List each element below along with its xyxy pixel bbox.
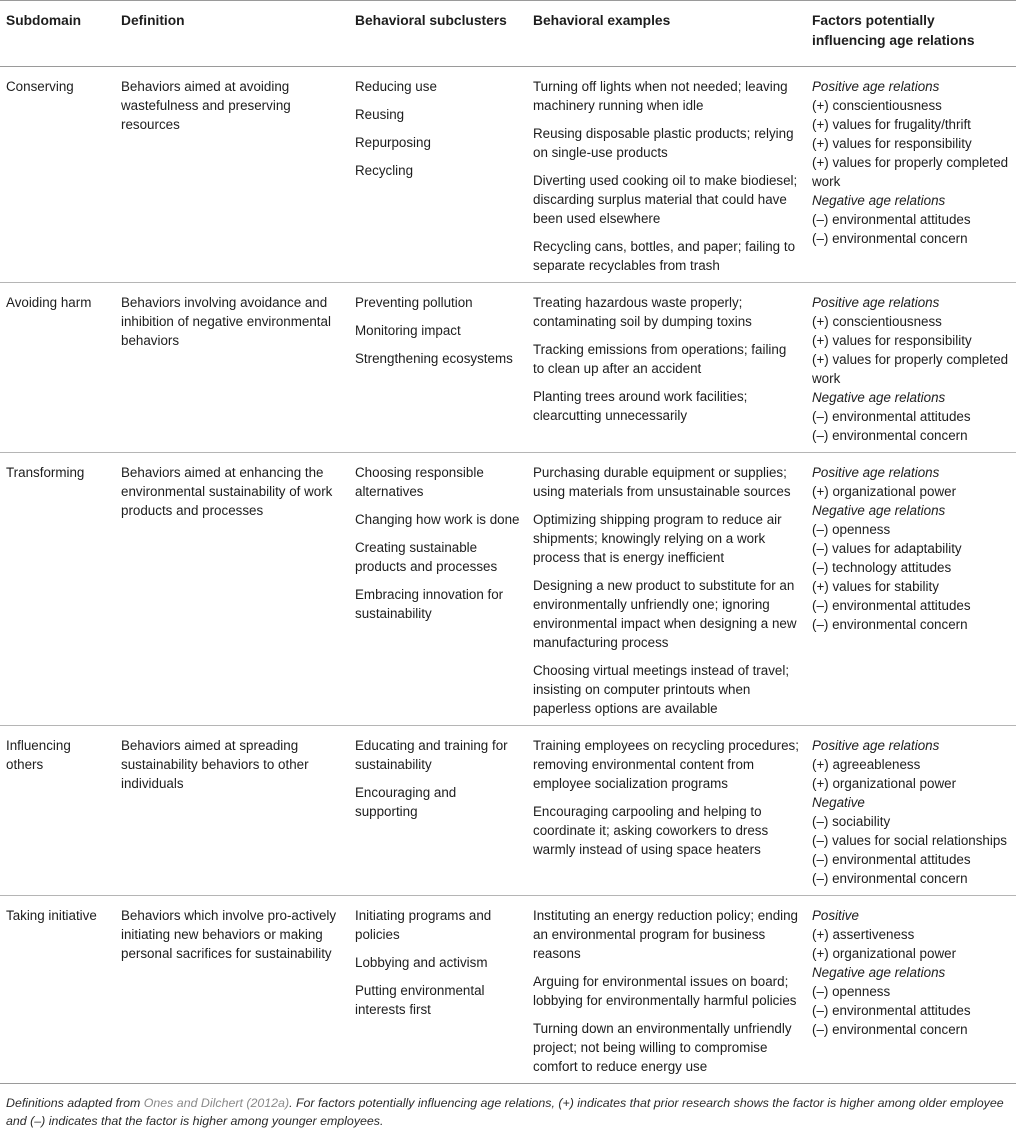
example-item: Instituting an energy reduction policy; ending an environmental program for business reasons — [533, 908, 799, 961]
example-item: Recycling cans, bottles, and paper; failing to separate recyclables from trash — [533, 239, 796, 273]
example-item: Designing a new product to substitute for an environmentally unfriendly one; ignoring environmental impact when designing a new manufacturing process — [533, 578, 797, 650]
factor-item: (+) values for responsibility — [812, 333, 972, 348]
table-row — [0, 453, 1016, 726]
definition-cell: Behaviors aimed at enhancing the environmental sustainability of work products and processes — [121, 465, 333, 518]
subdomain-cell: Avoiding harm — [6, 295, 92, 310]
factor-item: (–) values for adaptability — [812, 541, 962, 556]
factor-heading: Positive age relations — [812, 79, 940, 94]
factor-item: (–) environmental concern — [812, 231, 968, 246]
example-item: Turning off lights when not needed; leaving machinery running when idle — [533, 79, 788, 113]
subcluster-item: Putting environmental interests first — [355, 983, 485, 1017]
table-row — [0, 726, 1016, 896]
examples-cell — [527, 67, 806, 283]
factor-heading: Positive — [812, 908, 859, 923]
factor-item: (+) organizational power — [812, 484, 957, 499]
subclusters-cell — [349, 67, 527, 283]
example-item: Diverting used cooking oil to make biodiesel; discarding surplus material that could have been used elsewhere — [533, 173, 798, 226]
example-item: Planting trees around work facilities; clearcutting unnecessarily — [533, 389, 748, 423]
footnote-prefix: Definitions adapted from — [6, 1096, 144, 1110]
subcluster-item: Repurposing — [355, 135, 431, 150]
definition-cell: Behaviors which involve pro-actively initiating new behaviors or making personal sacrifices for sustainability — [121, 908, 337, 961]
factor-item: (+) assertiveness — [812, 927, 915, 942]
factor-heading: Positive age relations — [812, 465, 940, 480]
definition-cell: Behaviors involving avoidance and inhibition of negative environmental behaviors — [121, 295, 331, 348]
subcluster-item: Monitoring impact — [355, 323, 461, 338]
subcluster-item: Educating and training for sustainability — [355, 738, 508, 772]
definition-cell: Behaviors aimed at spreading sustainability behaviors to other individuals — [121, 738, 309, 791]
factor-item: (–) environmental concern — [812, 871, 968, 886]
example-item: Optimizing shipping program to reduce air shipments; knowingly relying on a work process that is energy inefficient — [533, 512, 782, 565]
factor-item: (–) openness — [812, 522, 891, 537]
factor-item: (+) agreeableness — [812, 757, 921, 772]
table-row — [0, 67, 1016, 283]
header-definition: Definition — [121, 13, 185, 28]
factor-item: (–) environmental attitudes — [812, 212, 971, 227]
subdomain-cell: Influencing others — [6, 738, 71, 772]
footnote-citation-link[interactable]: Ones and Dilchert (2012a) — [143, 1096, 290, 1110]
factor-item: (–) environmental attitudes — [812, 1003, 971, 1018]
factor-item: (–) values for social relationships — [812, 833, 1007, 848]
factor-item: (–) technology attitudes — [812, 560, 952, 575]
factor-item: (+) values for stability — [812, 579, 939, 594]
factor-heading: Negative — [812, 795, 865, 810]
factor-item: (+) organizational power — [812, 776, 957, 791]
example-item: Arguing for environmental issues on board; lobbying for environmentally harmful policies — [533, 974, 797, 1008]
subcluster-item: Preventing pollution — [355, 295, 473, 310]
example-item: Choosing virtual meetings instead of travel; insisting on computer printouts when paperless options are available — [533, 663, 790, 716]
subclusters-cell — [349, 726, 527, 896]
factor-heading: Negative age relations — [812, 193, 946, 208]
examples-cell — [527, 726, 806, 896]
header-subdomain: Subdomain — [6, 13, 82, 28]
factor-item: (–) environmental concern — [812, 1022, 968, 1037]
factor-item: (+) conscientiousness — [812, 314, 942, 329]
subdomain-cell: Transforming — [6, 465, 85, 480]
factor-item: (–) environmental attitudes — [812, 598, 971, 613]
factor-item: (+) values for responsibility — [812, 136, 972, 151]
factors-cell — [806, 896, 1016, 1084]
example-item: Turning down an environmentally unfriendly project; not being willing to compromise comfort to reduce energy use — [533, 1021, 792, 1074]
factor-item: (+) organizational power — [812, 946, 957, 961]
subcluster-item: Strengthening ecosystems — [355, 351, 513, 366]
example-item: Encouraging carpooling and helping to coordinate it; asking coworkers to dress warmly instead of using space heaters — [533, 804, 769, 857]
table-header — [0, 1, 1016, 67]
factor-item: (–) environmental attitudes — [812, 852, 971, 867]
examples-cell — [527, 453, 806, 726]
example-item: Treating hazardous waste properly; contaminating soil by dumping toxins — [533, 295, 752, 329]
subcluster-item: Encouraging and supporting — [355, 785, 457, 819]
factors-cell — [806, 726, 1016, 896]
factor-item: (+) values for properly completed work — [812, 155, 1009, 189]
header-factors: Factors potentially influencing age relations — [812, 13, 975, 48]
factor-heading: Negative age relations — [812, 390, 946, 405]
table-body — [0, 67, 1016, 1084]
factor-item: (–) sociability — [812, 814, 891, 829]
subcluster-item: Choosing responsible alternatives — [355, 465, 484, 499]
factor-item: (–) environmental concern — [812, 617, 968, 632]
subcluster-item: Reusing — [355, 107, 405, 122]
header-subclusters: Behavioral subclusters — [355, 13, 507, 28]
factor-item: (+) values for frugality/thrift — [812, 117, 971, 132]
example-item: Training employees on recycling procedures; removing environmental content from employee socialization programs — [533, 738, 799, 791]
factor-heading: Negative age relations — [812, 965, 946, 980]
factor-item: (–) environmental concern — [812, 428, 968, 443]
subcluster-item: Changing how work is done — [355, 512, 520, 527]
factor-item: (+) conscientiousness — [812, 98, 942, 113]
factor-item: (–) environmental attitudes — [812, 409, 971, 424]
factor-item: (+) values for properly completed work — [812, 352, 1009, 386]
subclusters-cell — [349, 283, 527, 453]
footnote-suffix: . For factors potentially influencing age relations, (+) indicates that prior research shows the factor is higher among older employee and (–) indicates that the factor is higher among younger employees. — [6, 1096, 1004, 1128]
subcluster-item: Recycling — [355, 163, 414, 178]
example-item: Purchasing durable equipment or supplies; using materials from unsustainable sources — [533, 465, 791, 499]
factor-heading: Positive age relations — [812, 295, 940, 310]
subclusters-cell — [349, 453, 527, 726]
subcluster-item: Creating sustainable products and processes — [355, 540, 498, 574]
subcluster-item: Lobbying and activism — [355, 955, 488, 970]
table-row — [0, 896, 1016, 1084]
factor-item: (–) openness — [812, 984, 891, 999]
subdomain-cell: Conserving — [6, 79, 74, 94]
factors-cell — [806, 67, 1016, 283]
factor-heading: Positive age relations — [812, 738, 940, 753]
table-footnote — [6, 1094, 1011, 1130]
examples-cell — [527, 283, 806, 453]
table-row — [0, 283, 1016, 453]
definition-cell: Behaviors aimed at avoiding wastefulness and preserving resources — [121, 79, 291, 132]
factors-cell — [806, 453, 1016, 726]
examples-cell — [527, 896, 806, 1084]
subcluster-item: Initiating programs and policies — [355, 908, 492, 942]
example-item: Reusing disposable plastic products; relying on single-use products — [533, 126, 794, 160]
header-examples: Behavioral examples — [533, 13, 671, 28]
example-item: Tracking emissions from operations; failing to clean up after an accident — [533, 342, 787, 376]
subdomain-cell: Taking initiative — [6, 908, 97, 923]
factor-heading: Negative age relations — [812, 503, 946, 518]
subcluster-item: Reducing use — [355, 79, 437, 94]
factors-cell — [806, 283, 1016, 453]
subclusters-cell — [349, 896, 527, 1084]
subcluster-item: Embracing innovation for sustainability — [355, 587, 504, 621]
